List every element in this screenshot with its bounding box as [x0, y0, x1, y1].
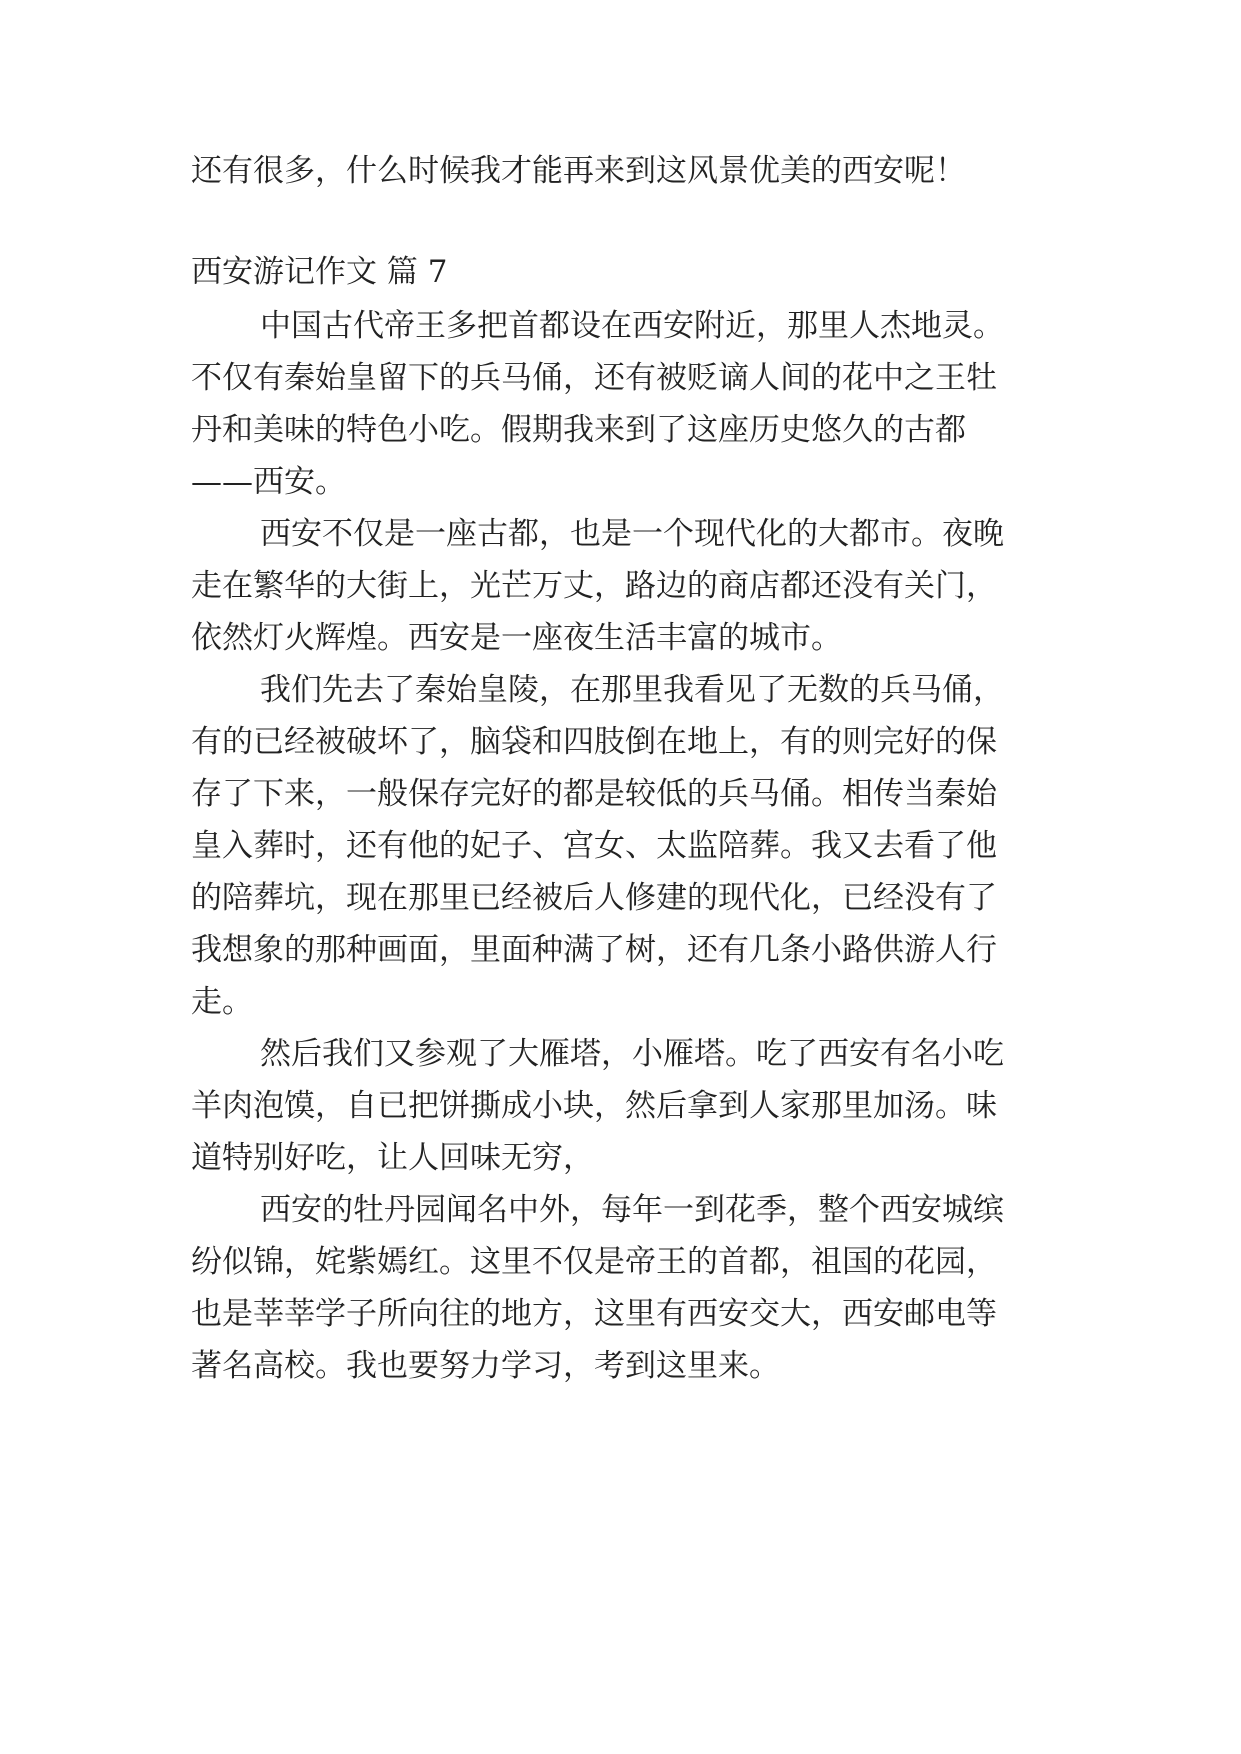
paragraph-4-line: 道特别好吃，让人回味无穷，: [191, 1140, 594, 1176]
paragraph-1-line: 丹和美味的特色小吃。假期我来到了这座历史悠久的古都: [191, 412, 966, 448]
paragraph-2-line: 走在繁华的大街上，光芒万丈，路边的商店都还没有关门，: [191, 568, 997, 604]
paragraph-3-line: 我们先去了秦始皇陵，在那里我看见了无数的兵马俑，: [260, 672, 1004, 708]
section-heading: 西安游记作文 篇 7: [191, 254, 448, 290]
closing-line: 还有很多，什么时候我才能再来到这风景优美的西安呢！: [191, 153, 966, 189]
paragraph-2-line: 西安不仅是一座古都，也是一个现代化的大都市。夜晚: [260, 516, 1004, 552]
paragraph-3-line: 走。: [191, 984, 253, 1020]
paragraph-3-line: 皇入葬时，还有他的妃子、宫女、太监陪葬。我又去看了他: [191, 828, 997, 864]
paragraph-5-line: 也是莘莘学子所向往的地方，这里有西安交大，西安邮电等: [191, 1296, 997, 1332]
paragraph-4-line: 羊肉泡馍，自已把饼撕成小块，然后拿到人家那里加汤。味: [191, 1088, 997, 1124]
paragraph-3-line: 我想象的那种画面，里面种满了树，还有几条小路供游人行: [191, 932, 997, 968]
paragraph-3-line: 的陪葬坑，现在那里已经被后人修建的现代化，已经没有了: [191, 880, 997, 916]
paragraph-4-line: 然后我们又参观了大雁塔，小雁塔。吃了西安有名小吃: [260, 1036, 1004, 1072]
paragraph-2-line: 依然灯火辉煌。西安是一座夜生活丰富的城市。: [191, 620, 842, 656]
paragraph-5-line: 西安的牡丹园闻名中外，每年一到花季，整个西安城缤: [260, 1192, 1004, 1228]
paragraph-1-line: 不仅有秦始皇留下的兵马俑，还有被贬谪人间的花中之王牡: [191, 360, 997, 396]
paragraph-3-line: 有的已经被破坏了，脑袋和四肢倒在地上，有的则完好的保: [191, 724, 997, 760]
paragraph-5-line: 纷似锦，姹紫嫣红。这里不仅是帝王的首都，祖国的花园，: [191, 1244, 997, 1280]
paragraph-5-line: 著名高校。我也要努力学习，考到这里来。: [191, 1348, 780, 1384]
paragraph-3-line: 存了下来，一般保存完好的都是较低的兵马俑。相传当秦始: [191, 776, 997, 812]
paragraph-1-line: ——西安。: [191, 464, 346, 500]
paragraph-1-line: 中国古代帝王多把首都设在西安附近，那里人杰地灵。: [260, 308, 1004, 344]
